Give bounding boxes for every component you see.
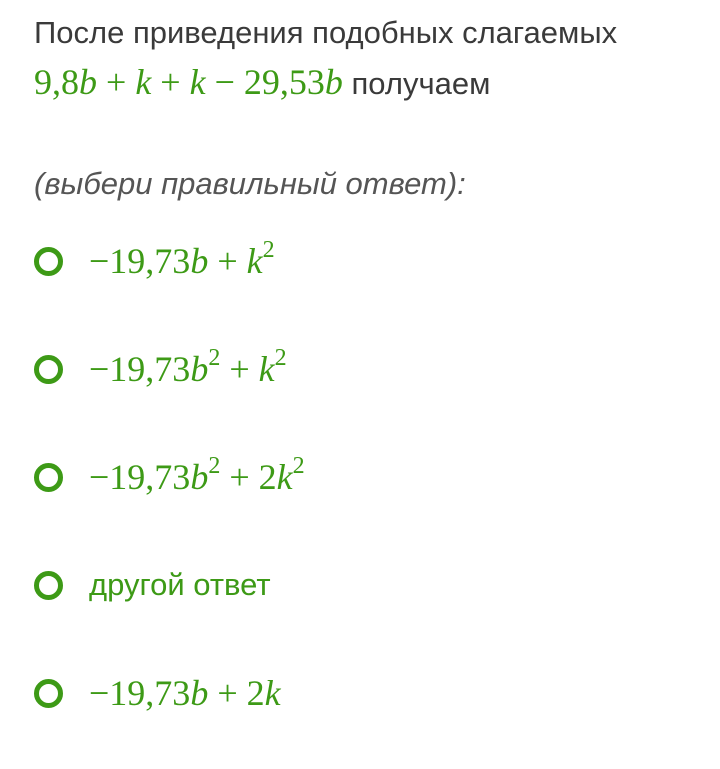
answer-option-2[interactable] (34, 334, 694, 442)
answer-option-5[interactable] (34, 658, 694, 766)
answer-option-3[interactable] (34, 442, 694, 550)
option-var-2: k (246, 241, 263, 281)
expr-var-b: b (79, 62, 97, 102)
option-op: + (208, 241, 247, 281)
option-coef: −19,73 (89, 349, 191, 389)
option-op: + (220, 349, 259, 389)
radio-button[interactable] (34, 247, 63, 276)
option-coef-2: 2 (258, 457, 277, 497)
option-coef: −19,73 (89, 241, 191, 281)
answer-option-label: другой ответ (89, 567, 271, 602)
radio-button[interactable] (34, 463, 63, 492)
option-coef: −19,73 (89, 457, 191, 497)
option-coef-2: 2 (246, 673, 265, 713)
question-suffix: получаем (342, 66, 491, 101)
answer-option-1[interactable] (34, 226, 694, 334)
option-var-1: b (190, 349, 209, 389)
question (34, 14, 694, 112)
question-expression-line (34, 60, 694, 112)
radio-button[interactable] (34, 355, 63, 384)
option-op: + (208, 673, 247, 713)
option-exp-2: 2 (274, 345, 287, 371)
option-var-1: b (190, 457, 209, 497)
expr-var-b-2: b (324, 62, 343, 102)
answer-option-4[interactable] (34, 550, 694, 658)
answer-option-label (89, 670, 281, 716)
question-intro: После приведения подобных слагаемых (34, 15, 618, 50)
expr-op-1: + (97, 62, 136, 102)
option-exp-2: 2 (292, 453, 305, 479)
answer-option-label (89, 454, 305, 500)
option-var-2: k (276, 457, 293, 497)
expr-var-k-2: k (189, 62, 206, 102)
expr-coef-c: 29,53 (243, 62, 325, 102)
answer-option-label (89, 346, 287, 392)
option-var-1: b (190, 241, 209, 281)
expr-var-k-1: k (135, 62, 152, 102)
option-var-2: k (264, 673, 281, 713)
option-exp-1: 2 (208, 345, 221, 371)
answer-options (34, 226, 694, 766)
option-exp-1: 2 (208, 453, 221, 479)
expr-op-3: − (205, 62, 244, 102)
option-exp-2: 2 (262, 237, 275, 263)
option-op: + (220, 457, 259, 497)
radio-button[interactable] (34, 679, 63, 708)
expr-op-2: + (151, 62, 190, 102)
option-var-2: k (258, 349, 275, 389)
question-expression (34, 62, 343, 102)
answer-hint: (выбери правильный ответ): (34, 166, 466, 201)
option-coef: −19,73 (89, 673, 191, 713)
option-var-1: b (190, 673, 209, 713)
radio-button[interactable] (34, 571, 63, 600)
expr-coef-a: 9,8 (34, 62, 79, 102)
answer-option-label (89, 238, 275, 284)
